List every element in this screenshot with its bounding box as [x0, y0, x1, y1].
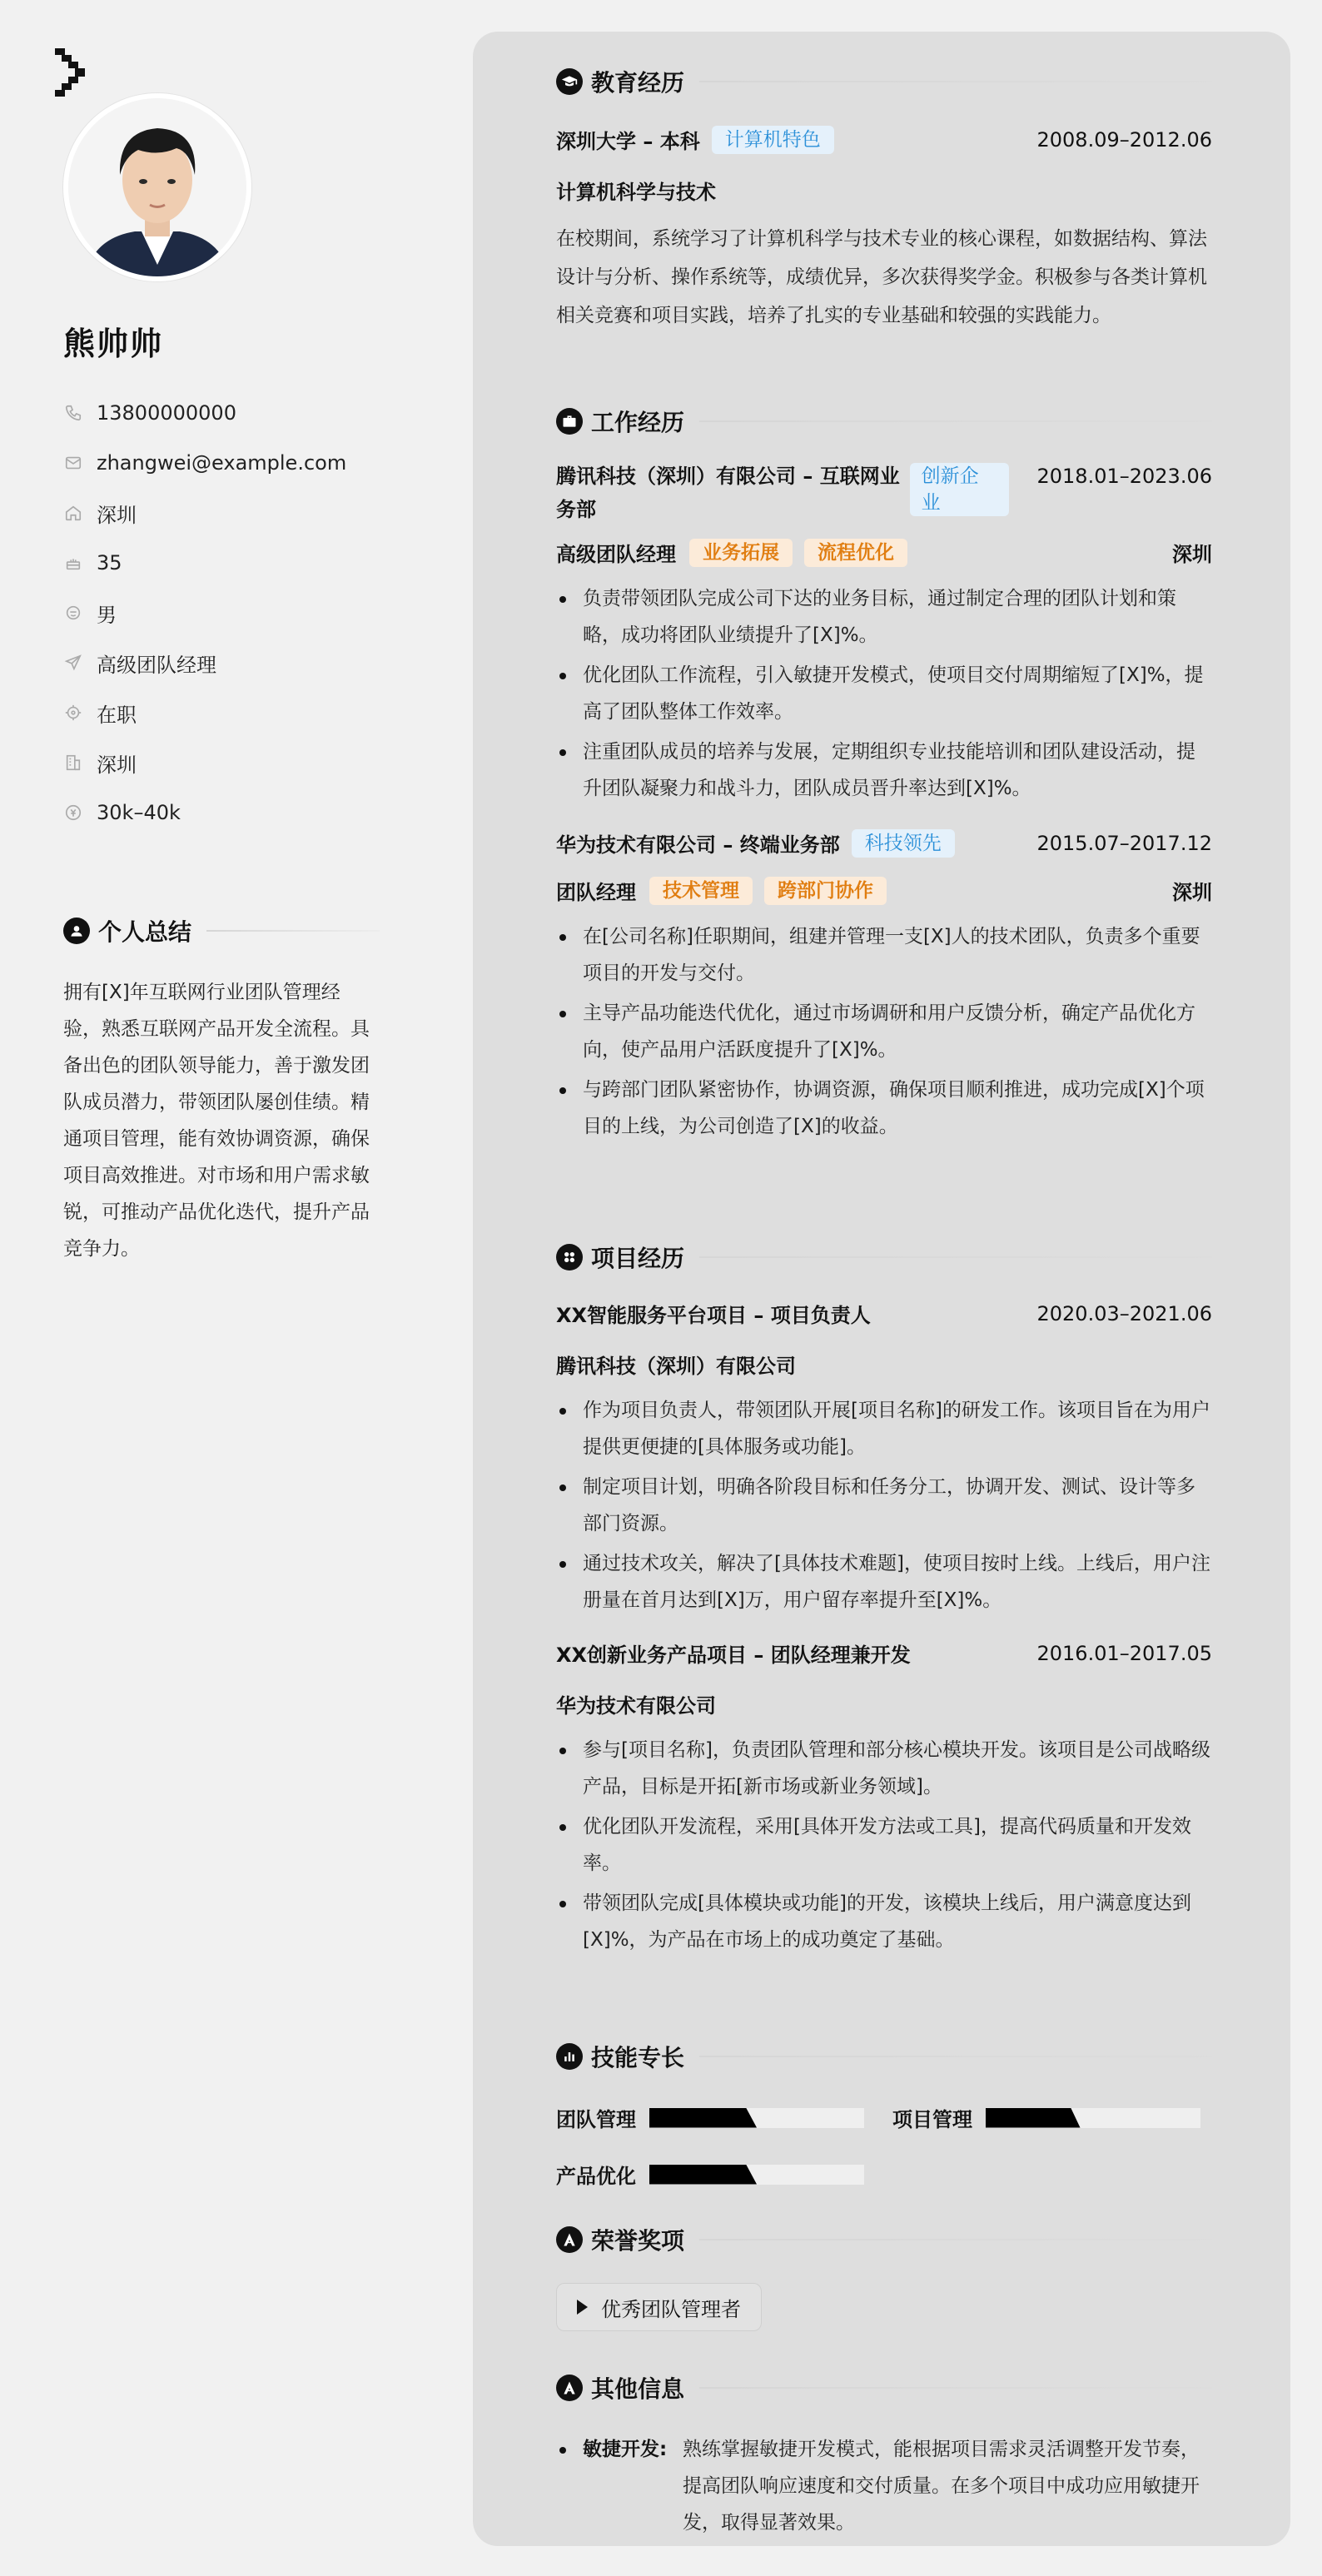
- skill-name: 项目管理: [892, 2108, 972, 2131]
- honors-section: [556, 2221, 1212, 2355]
- divider: [699, 81, 1212, 82]
- list-item: 注重团队成员的培养与发展，定期组织专业技能培训和团队建设活动，提升团队凝聚力和战斗力，团队成员晋升率达到[X]%。: [556, 734, 1212, 807]
- project-bullets: [556, 1732, 1212, 1958]
- job-header: [556, 460, 1212, 526]
- skill-name: 产品优化: [556, 2165, 636, 2188]
- list-item: 负责带领团队完成公司下达的业务目标，通过制定合理的团队计划和策略，成功将团队业绩提升了[X]%。: [556, 580, 1212, 654]
- avatar-portrait-icon: [68, 98, 246, 276]
- honor-item: [556, 2283, 762, 2331]
- job-item: [556, 828, 1212, 1145]
- project-header: [556, 1639, 1212, 1668]
- job-company: 华为技术有限公司 – 终端业务部: [556, 833, 840, 857]
- info-age: [63, 538, 396, 588]
- skill-bar-fill: [649, 2108, 757, 2128]
- education-section-header: [556, 63, 1212, 100]
- other-key: 敏捷开发:: [583, 2439, 668, 2460]
- info-value: 35: [97, 551, 122, 574]
- cake-icon: [63, 553, 83, 573]
- job-tag: 创新企业: [910, 463, 1009, 516]
- briefcase-icon: [556, 408, 583, 435]
- summary-title: 个人总结: [98, 918, 192, 946]
- list-item: 在[公司名称]任职期间，组建并管理一支[X]人的技术团队，负责多个重要项目的开发与交付。: [556, 918, 1212, 992]
- status-icon: [63, 703, 83, 723]
- play-icon: [577, 2300, 588, 2315]
- other-value: 熟练掌握敏捷开发模式，能根据项目需求灵活调整开发节奏，提高团队响应速度和交付质量。在多个项目中成功应用敏捷开发，取得显著效果。: [683, 2439, 1200, 2534]
- salary-icon: [63, 803, 83, 823]
- project-header: [556, 1299, 1212, 1328]
- award-icon: [556, 2226, 583, 2253]
- gender-icon: [63, 603, 83, 623]
- skills-title: 技能专长: [591, 2044, 685, 2071]
- skill-item: [892, 2103, 1200, 2132]
- job-company: 腾讯科技（深圳）有限公司 – 互联网业务部: [556, 465, 900, 521]
- info-value: zhangwei@example.com: [97, 451, 347, 475]
- school-name: 深圳大学 – 本科: [556, 130, 700, 153]
- info-icon: [556, 2375, 583, 2401]
- info-value: 深圳: [97, 503, 137, 527]
- job-role: 高级团队经理: [556, 543, 676, 566]
- phone-icon: [63, 403, 83, 423]
- project-bullets: [556, 1392, 1212, 1619]
- user-icon: [63, 918, 90, 944]
- work-section: [556, 403, 1212, 1148]
- job-bullets: [556, 580, 1212, 807]
- skill-item: [556, 2103, 864, 2132]
- info-status: [63, 688, 396, 738]
- brand-logo-icon: [52, 45, 87, 100]
- list-item: 参与[项目名称]，负责团队管理和部分核心模块开发。该项目是公司战略级产品，目标是开拓[新市场或新业务领域]。: [556, 1732, 1212, 1805]
- job-tag-skill: 跨部门协作: [764, 877, 887, 905]
- skill-bar: [986, 2108, 1200, 2128]
- contact-info-list: [63, 388, 396, 838]
- info-value: 高级团队经理: [97, 653, 216, 677]
- job-tag-skill: 业务拓展: [689, 539, 793, 567]
- job-role-row: [556, 876, 1212, 905]
- list-item: 通过技术攻关，解决了[具体技术难题]，使项目按时上线。上线后，用户注册量在首月达到[X]万，用户留存率提升至[X]%。: [556, 1545, 1212, 1619]
- honor-label: 优秀团队管理者: [601, 2297, 741, 2321]
- info-value: 男: [97, 603, 117, 627]
- project-name: XX创新业务产品项目 – 团队经理兼开发: [556, 1644, 911, 1667]
- mail-icon: [63, 453, 83, 473]
- education-major: 计算机科学与技术: [556, 181, 716, 204]
- skill-bar-fill: [986, 2108, 1081, 2128]
- info-phone: [63, 388, 396, 438]
- job-tag-skill: 流程优化: [804, 539, 907, 567]
- skills-section-header: [556, 2038, 1212, 2075]
- work-title: 工作经历: [591, 409, 685, 436]
- list-item: 与跨部门团队紧密协作，协调资源，确保项目顺利推进，成功完成[X]个项目的上线，为公司创造了[X]的收益。: [556, 1072, 1212, 1145]
- candidate-name: 熊帅帅: [63, 326, 164, 362]
- list-item: 优化团队开发流程，采用[具体开发方法或工具]，提高代码质量和开发效率。: [556, 1808, 1212, 1882]
- skill-bar: [649, 2108, 864, 2128]
- info-salary: [63, 788, 396, 838]
- info-home: [63, 488, 396, 538]
- education-row: [556, 125, 1212, 154]
- job-bullets: [556, 918, 1212, 1145]
- skill-item: [556, 2160, 864, 2189]
- project-company: 华为技术有限公司: [556, 1694, 716, 1718]
- skill-bar-fill: [649, 2165, 757, 2185]
- info-value: 深圳: [97, 753, 137, 777]
- other-title: 其他信息: [591, 2375, 685, 2403]
- skill-name: 团队管理: [556, 2108, 636, 2131]
- divider: [206, 930, 380, 932]
- info-position: [63, 638, 396, 688]
- summary-section-header: [63, 914, 380, 947]
- avatar: [63, 93, 251, 281]
- info-value: 30k–40k: [97, 801, 181, 824]
- apps-icon: [556, 1244, 583, 1271]
- resume-main-card: [473, 32, 1290, 2546]
- send-icon: [63, 653, 83, 673]
- divider: [699, 2056, 1212, 2057]
- info-value: 13800000000: [97, 401, 236, 425]
- list-item: 带领团队完成[具体模块或功能]的开发，该模块上线后，用户满意度达到[X]%，为产品在市场上的成功奠定了基础。: [556, 1885, 1212, 1958]
- info-gender: [63, 588, 396, 638]
- job-date: 2015.07–2017.12: [1036, 831, 1212, 855]
- graduation-cap-icon: [556, 68, 583, 95]
- building-icon: [63, 753, 83, 773]
- divider: [699, 2239, 1212, 2240]
- education-date: 2008.09–2012.06: [1036, 127, 1212, 152]
- job-tag-skill: 技术管理: [649, 877, 753, 905]
- job-item: [556, 460, 1212, 807]
- education-tag: 计算机特色: [712, 126, 834, 154]
- projects-section: [556, 1239, 1212, 1962]
- project-name: XX智能服务平台项目 – 项目负责人: [556, 1304, 871, 1327]
- skill-bar: [649, 2165, 864, 2185]
- skills-section: [556, 2038, 1212, 2221]
- info-email: [63, 438, 396, 488]
- project-item: [556, 1299, 1212, 1619]
- divider: [699, 2387, 1212, 2389]
- project-date: 2016.01–2017.05: [1036, 1641, 1212, 1665]
- list-item: 优化团队工作流程，引入敏捷开发模式，使项目交付周期缩短了[X]%，提高了团队整体工作效率。: [556, 657, 1212, 730]
- other-section-header: [556, 2370, 1212, 2406]
- education-description: 在校期间，系统学习了计算机科学与技术专业的核心课程，如数据结构、算法设计与分析、操作系统等，成绩优异，多次获得奖学金。积极参与各类计算机相关竞赛和项目实践，培养了扎实的专业基础和较强的实践能力。: [556, 228, 1207, 326]
- list-item: 主导产品功能迭代优化，通过市场调研和用户反馈分析，确定产品优化方向，使产品用户活跃度提升了[X]%。: [556, 995, 1212, 1068]
- info-city: [63, 738, 396, 788]
- project-item: [556, 1639, 1212, 1958]
- projects-title: 项目经历: [591, 1245, 685, 1272]
- list-item: 作为项目负责人，带领团队开展[项目名称]的研发工作。该项目旨在为用户提供更便捷的[具体服务或功能]。: [556, 1392, 1212, 1465]
- honors-title: 荣誉奖项: [591, 2227, 685, 2255]
- job-role-row: [556, 538, 1212, 567]
- project-date: 2020.03–2021.06: [1036, 1301, 1212, 1325]
- list-item: [556, 2431, 1212, 2541]
- info-value: 在职: [97, 703, 137, 727]
- job-header: [556, 828, 1212, 858]
- divider: [699, 420, 1212, 422]
- education-section: [556, 63, 1212, 335]
- project-company: 腾讯科技（深圳）有限公司: [556, 1355, 796, 1378]
- job-city: 深圳: [1172, 881, 1212, 904]
- bar-chart-icon: [556, 2043, 583, 2070]
- projects-section-header: [556, 1239, 1212, 1276]
- job-tag: 科技领先: [852, 829, 955, 858]
- divider: [699, 1256, 1212, 1258]
- honors-section-header: [556, 2221, 1212, 2258]
- education-title: 教育经历: [591, 69, 685, 97]
- list-item: 制定项目计划，明确各阶段目标和任务分工，协调开发、测试、设计等多部门资源。: [556, 1469, 1212, 1542]
- home-icon: [63, 503, 83, 523]
- job-role: 团队经理: [556, 881, 636, 904]
- work-section-header: [556, 403, 1212, 440]
- other-section: [556, 2370, 1212, 2541]
- job-date: 2018.01–2023.06: [1036, 465, 1212, 488]
- summary-text: 拥有[X]年互联网行业团队管理经验，熟悉互联网产品开发全流程。具备出色的团队领导能力，善于激发团队成员潜力，带领团队屡创佳绩。精通项目管理，能有效协调资源，确保项目高效推进。对市场和用户需求敏锐，可推动产品优化迭代，提升产品竞争力。: [63, 982, 370, 1260]
- job-city: 深圳: [1172, 543, 1212, 566]
